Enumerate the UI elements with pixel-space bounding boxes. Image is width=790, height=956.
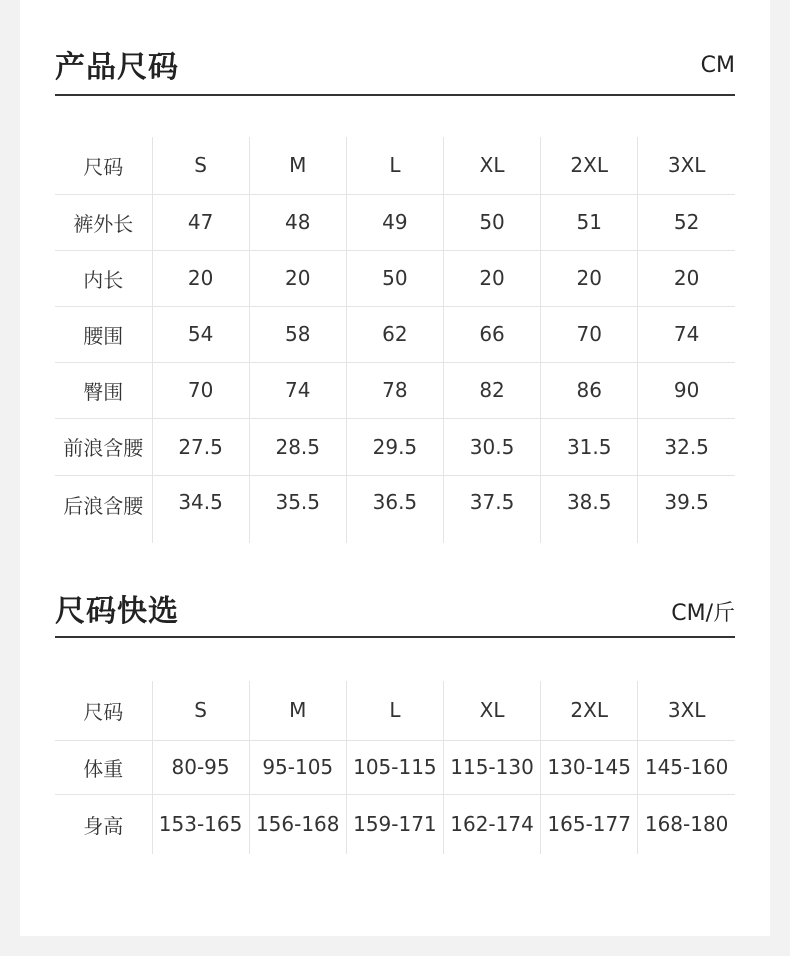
- table-cell: 105-115: [346, 740, 443, 794]
- table-cell: 47: [152, 194, 249, 250]
- table-cell: 36.5: [346, 475, 443, 543]
- table-row: [55, 475, 735, 543]
- table-cell: 20: [249, 250, 346, 306]
- table-cell: 30.5: [443, 418, 540, 475]
- product-size-header: [55, 40, 735, 96]
- header-cell: 3XL: [638, 681, 735, 740]
- header-cell: S: [152, 681, 249, 740]
- table-cell: 95-105: [249, 740, 346, 794]
- table-cell: 156-168: [249, 794, 346, 854]
- table-row: [55, 306, 735, 362]
- table-cell: 54: [152, 306, 249, 362]
- table-cell: 78: [346, 362, 443, 418]
- table-cell: 82: [443, 362, 540, 418]
- header-cell: 2XL: [541, 137, 638, 194]
- row-label: 后浪含腰: [63, 493, 144, 518]
- table-cell: 58: [249, 306, 346, 362]
- table-cell: 165-177: [541, 794, 638, 854]
- table-cell: 48: [249, 194, 346, 250]
- header-cell: L: [346, 681, 443, 740]
- table-cell: 20: [541, 250, 638, 306]
- table-cell: 90: [638, 362, 735, 418]
- table-row: [55, 362, 735, 418]
- table-cell: 20: [443, 250, 540, 306]
- header-cell: S: [152, 137, 249, 194]
- table-cell: 27.5: [152, 418, 249, 475]
- table-row: [55, 794, 735, 854]
- table-cell: 70: [541, 306, 638, 362]
- table-cell: 49: [346, 194, 443, 250]
- table-cell: 50: [346, 250, 443, 306]
- header-cell: 3XL: [638, 137, 735, 194]
- table-cell: 50: [443, 194, 540, 250]
- row-label: 腰围: [55, 306, 152, 362]
- table-cell: 37.5: [443, 475, 540, 543]
- table-cell: 145-160: [638, 740, 735, 794]
- row-label: 臀围: [55, 362, 152, 418]
- table-cell: 115-130: [443, 740, 540, 794]
- table-cell: 86: [541, 362, 638, 418]
- table-row: [55, 740, 735, 794]
- table-header-row: [55, 137, 735, 194]
- table-cell: 70: [152, 362, 249, 418]
- table-cell: 34.5: [152, 475, 249, 543]
- header-cell: 尺码: [55, 681, 152, 740]
- row-label: 裤外长: [55, 194, 152, 250]
- table-header-row: [55, 681, 735, 740]
- table-cell: 168-180: [638, 794, 735, 854]
- table-row: [55, 194, 735, 250]
- table-cell: 20: [152, 250, 249, 306]
- table-cell: 74: [638, 306, 735, 362]
- header-cell: 2XL: [541, 681, 638, 740]
- header-cell: XL: [443, 681, 540, 740]
- product-size-title: 产品尺码: [55, 50, 179, 85]
- quick-size-title: 尺码快选: [55, 594, 179, 629]
- table-cell: 52: [638, 194, 735, 250]
- table-cell: 32.5: [638, 418, 735, 475]
- row-label: 体重: [55, 740, 152, 794]
- table-cell: 153-165: [152, 794, 249, 854]
- table-cell: 20: [638, 250, 735, 306]
- table-cell: 162-174: [443, 794, 540, 854]
- quick-size-table: [55, 681, 735, 854]
- quick-size-header: [55, 584, 735, 638]
- table-cell: 62: [346, 306, 443, 362]
- table-cell: 51: [541, 194, 638, 250]
- product-size-unit: CM: [700, 53, 735, 78]
- row-label: 前浪含腰: [55, 418, 152, 475]
- table-cell: 80-95: [152, 740, 249, 794]
- table-cell: 28.5: [249, 418, 346, 475]
- table-cell: 29.5: [346, 418, 443, 475]
- quick-size-unit: CM/斤: [671, 601, 735, 626]
- header-cell: M: [249, 137, 346, 194]
- header-cell: XL: [443, 137, 540, 194]
- table-cell: 38.5: [541, 475, 638, 543]
- table-cell: 31.5: [541, 418, 638, 475]
- header-cell: M: [249, 681, 346, 740]
- header-cell: 尺码: [55, 137, 152, 194]
- table-cell: 39.5: [638, 475, 735, 543]
- row-label: 内长: [55, 250, 152, 306]
- header-cell: L: [346, 137, 443, 194]
- table-cell: 35.5: [249, 475, 346, 543]
- table-row: [55, 250, 735, 306]
- table-cell: 74: [249, 362, 346, 418]
- table-cell: 130-145: [541, 740, 638, 794]
- table-cell: 66: [443, 306, 540, 362]
- row-label: 身高: [83, 813, 124, 838]
- table-row: [55, 418, 735, 475]
- table-cell: 159-171: [346, 794, 443, 854]
- product-size-table: [55, 137, 735, 543]
